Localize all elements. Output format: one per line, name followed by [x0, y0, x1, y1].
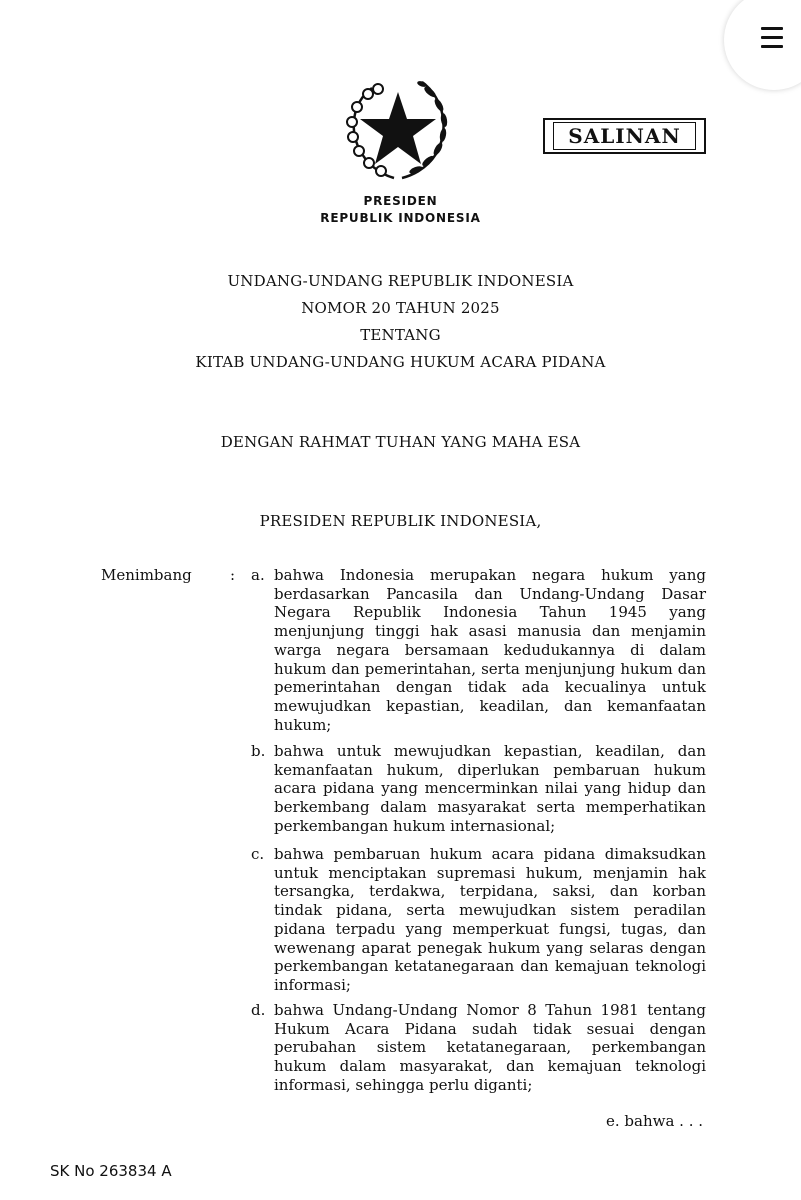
item-letter-a: a.	[251, 566, 265, 584]
institution-line-2: REPUBLIK INDONESIA	[320, 211, 481, 225]
item-letter-d: d.	[251, 1001, 266, 1019]
law-title-line-1: UNDANG-UNDANG REPUBLIK INDONESIA	[227, 272, 574, 290]
hamburger-menu-icon	[761, 27, 783, 30]
salinan-stamp-label: SALINAN	[553, 122, 695, 150]
law-about: TENTANG	[360, 326, 441, 344]
item-letter-c: c.	[251, 845, 265, 863]
blessing-line: DENGAN RAHMAT TUHAN YANG MAHA ESA	[220, 433, 581, 451]
salinan-stamp	[543, 118, 706, 154]
considering-colon: :	[230, 566, 236, 584]
institution-line-1: PRESIDEN	[363, 194, 438, 208]
considering-item-d: bahwa Undang-Undang Nomor 8 Tahun 1981 tentang Hukum Acara Pidana sudah tidak sesuai dengan perubahan sistem ketatanegaraan, perkembangan hukum dalam masyarakat, dan kemajuan teknologi informasi, sehingga perlu diganti;	[274, 1001, 706, 1094]
sk-number: SK No 263834 A	[50, 1162, 172, 1180]
menu-button[interactable]	[724, 0, 801, 90]
considering-label: Menimbang	[101, 566, 192, 584]
president-line: PRESIDEN REPUBLIK INDONESIA,	[259, 512, 542, 530]
garuda-star-emblem-icon	[342, 72, 452, 184]
item-letter-b: b.	[251, 742, 266, 760]
considering-item-c: bahwa pembaruan hukum acara pidana dimaksudkan untuk menciptakan supremasi hukum, menjamin hak tersangka, terdakwa, terpidana, saksi, dan korban tindak pidana, serta mewujudkan sistem peradilan pidana terpadu yang memperkuat fungsi, tugas, dan wewenang aparat penegak hukum yang selaras dengan perkembangan ketatanegaraan dan kemajuan teknologi informasi;	[274, 845, 706, 994]
continuation-marker: e. bahwa . . .	[606, 1112, 704, 1130]
considering-item-b: bahwa untuk mewujudkan kepastian, keadilan, dan kemanfaatan hukum, diperlukan pembaruan hukum acara pidana yang mencerminkan nilai yang hidup dan berkembang dalam masyarakat serta memperhatikan perkembangan hukum internasional;	[274, 742, 706, 835]
law-subject: KITAB UNDANG-UNDANG HUKUM ACARA PIDANA	[195, 353, 606, 371]
hamburger-menu-icon-bar	[761, 45, 783, 48]
hamburger-menu-icon-bar	[761, 36, 783, 39]
law-number: NOMOR 20 TAHUN 2025	[301, 299, 500, 317]
considering-item-a: bahwa Indonesia merupakan negara hukum yang berdasarkan Pancasila dan Undang-Undang Dasar Negara Republik Indonesia Tahun 1945 yang menjunjung tinggi hak asasi manusia dan menjamin warga negara bersamaan kedudukannya di dalam hukum dan pemerintahan, serta menjunjung hukum dan pemerintahan dengan tidak ada kecualinya untuk mewujudkan kepastian, keadilan, dan kemanfaatan hukum;	[274, 566, 706, 734]
